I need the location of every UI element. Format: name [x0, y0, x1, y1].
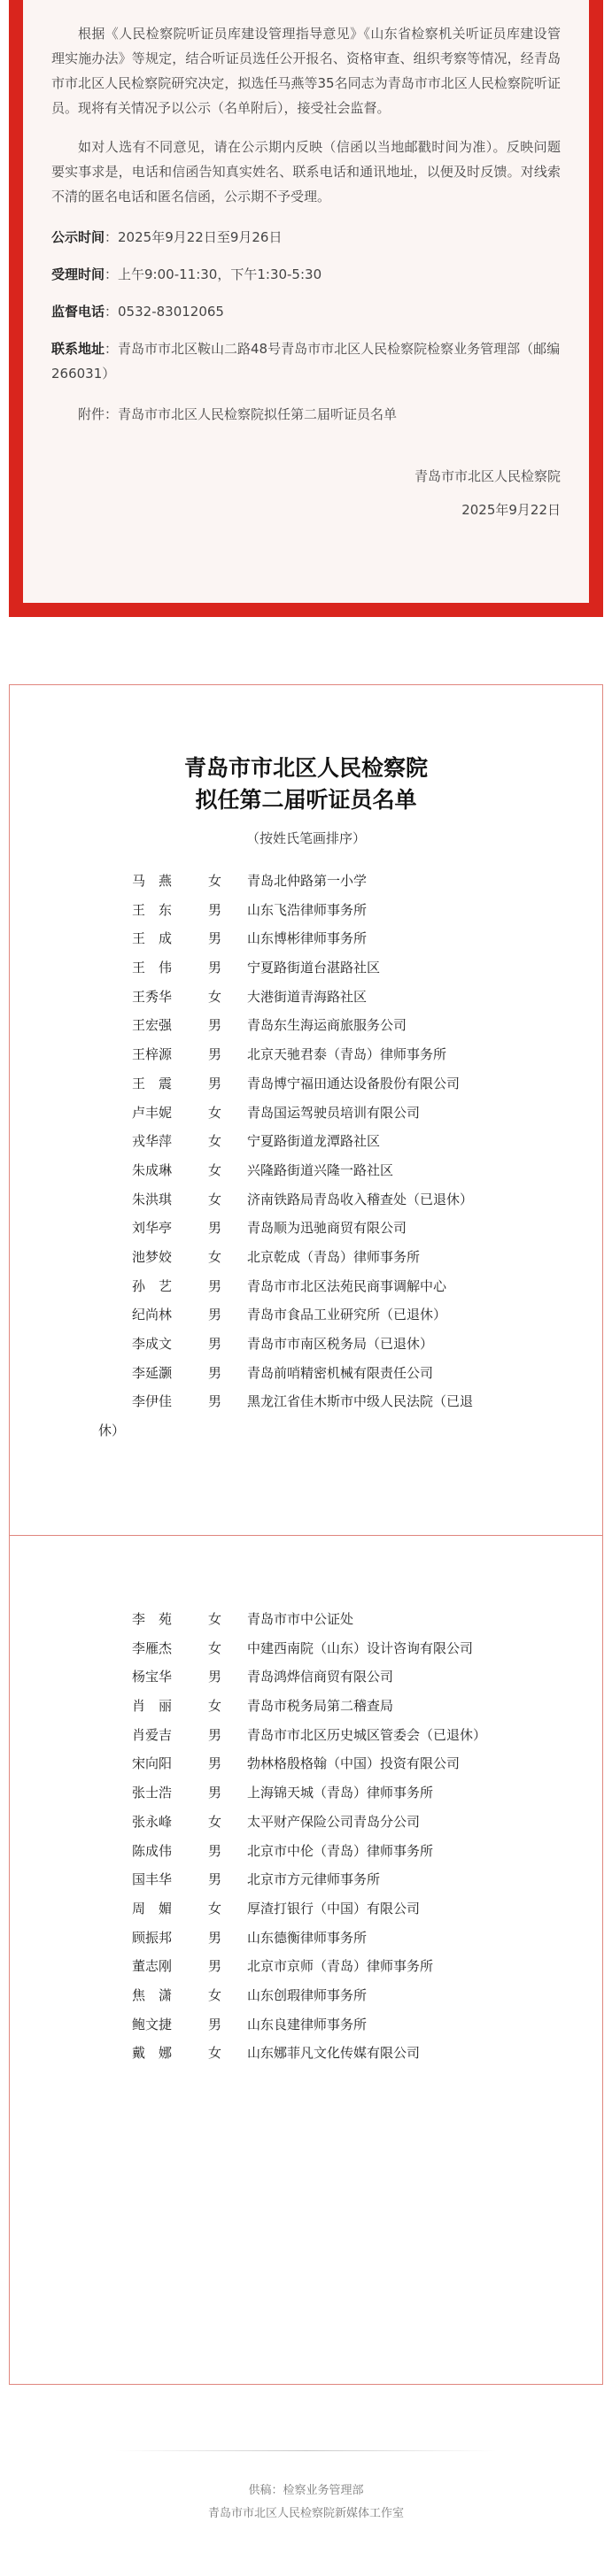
list-item	[10, 1214, 602, 1243]
name-list-1	[10, 867, 602, 1445]
list-item	[10, 1662, 602, 1692]
person-gender: 男	[208, 1393, 222, 1410]
person-name: 王 伟	[132, 960, 173, 976]
person-gender: 女	[208, 873, 222, 889]
person-gender: 男	[208, 1842, 222, 1859]
person-organization: 山东创瑕律师事务所	[247, 1986, 368, 2003]
person-organization: 青岛市市中公证处	[247, 1611, 354, 1627]
person-name: 戎华萍	[132, 1133, 173, 1150]
person-organization: 北京乾成（青岛）律师事务所	[247, 1248, 421, 1265]
person-organization: 青岛国运驾驶员培训有限公司	[247, 1104, 421, 1121]
supervision-phone-value: ：0532-83012065	[105, 304, 224, 320]
signature: 青岛市市北区人民检察院	[414, 468, 561, 484]
person-organization: 青岛北仲路第一小学	[247, 873, 368, 889]
list-item	[10, 1300, 602, 1330]
list-item	[10, 1721, 602, 1750]
person-organization: 山东博彬律师事务所	[247, 930, 368, 947]
supervision-phone-label: 监督电话	[51, 304, 105, 320]
person-organization: 青岛东生海运商旅服务公司	[247, 1017, 407, 1034]
person-organization: 勃林格殷格翰（中国）投资有限公司	[247, 1755, 461, 1772]
person-name: 杨宝华	[132, 1669, 173, 1685]
acceptance-hours-label: 受理时间	[51, 266, 105, 282]
contact-address	[51, 336, 561, 386]
person-organization: 青岛鸿烨信商贸有限公司	[247, 1669, 394, 1685]
person-gender: 女	[208, 2045, 222, 2062]
person-gender: 女	[208, 1191, 222, 1207]
list-item	[10, 1894, 602, 1924]
person-name: 李延灏	[132, 1364, 173, 1381]
person-name: 董志刚	[132, 1958, 173, 1975]
person-gender: 女	[208, 1161, 222, 1178]
person-name: 孙 艺	[132, 1277, 173, 1294]
person-name: 国丰华	[132, 1871, 173, 1888]
person-gender: 女	[208, 1639, 222, 1656]
person-gender: 男	[208, 1277, 222, 1294]
list-item	[10, 1924, 602, 1953]
list-title-line2: 拟任第二届听证员名单	[195, 787, 417, 813]
person-gender: 女	[208, 1248, 222, 1265]
list-item	[10, 1692, 602, 1721]
person-organization: 山东娜菲凡文化传媒有限公司	[247, 2045, 421, 2062]
person-organization: 青岛市食品工业研究所（已退休）	[247, 1307, 447, 1323]
person-gender: 男	[208, 901, 222, 918]
person-gender: 男	[208, 960, 222, 976]
person-name: 张士浩	[132, 1785, 173, 1801]
list-item	[10, 2039, 602, 2068]
person-organization: 北京市中伦（青岛）律师事务所	[247, 1842, 434, 1859]
person-name: 王秀华	[132, 988, 173, 1005]
person-name: 李伊佳	[132, 1393, 173, 1410]
person-name: 肖爱吉	[132, 1726, 173, 1743]
list-item	[10, 1778, 602, 1808]
footer-studio: 青岛市市北区人民检察院新媒体工作室	[207, 2507, 404, 2520]
person-organization: 中建西南院（山东）设计咨询有限公司	[247, 1639, 474, 1656]
person-name: 宋向阳	[132, 1755, 173, 1772]
person-organization: 济南铁路局青岛收入稽查处（已退休）	[247, 1191, 474, 1207]
list-item	[10, 1808, 602, 1837]
list-item	[10, 1359, 602, 1388]
list-item	[10, 1952, 602, 1981]
person-organization: 北京市方元律师事务所	[247, 1871, 381, 1888]
list-item	[10, 896, 602, 925]
footer-divider	[115, 2450, 497, 2451]
person-organization: 兴隆路街道兴隆一路社区	[247, 1161, 394, 1178]
list-item	[10, 1330, 602, 1359]
person-gender: 男	[208, 1958, 222, 1975]
list-item	[10, 1865, 602, 1894]
list-item	[10, 1243, 602, 1272]
person-gender: 男	[208, 930, 222, 947]
person-name: 李成文	[132, 1336, 173, 1352]
person-organization: 青岛市市南区税务局（已退休）	[247, 1336, 434, 1352]
person-organization: 青岛市市北区历史城区管委会（已退休）	[247, 1726, 487, 1743]
person-organization: 青岛市税务局第二稽查局	[247, 1698, 394, 1715]
list-item	[10, 1981, 602, 2010]
person-organization: 黑龙江省佳木斯市中级人民法院（已退	[247, 1393, 474, 1410]
person-organization: 宁夏路街道龙潭路社区	[247, 1133, 381, 1150]
list-item	[10, 867, 602, 896]
list-item	[10, 1185, 602, 1215]
person-name: 王 震	[132, 1075, 173, 1091]
person-name: 焦 潇	[132, 1986, 173, 2003]
person-organization: 山东飞浩律师事务所	[247, 901, 368, 918]
list-item	[10, 1634, 602, 1663]
person-organization: 青岛前哨精密机械有限责任公司	[247, 1364, 434, 1381]
attachment-note: 附件：青岛市市北区人民检察院拟任第二届听证员名单	[78, 406, 398, 422]
name-list-page-2	[9, 1535, 603, 2385]
person-name: 马 燕	[132, 873, 173, 889]
list-subtitle: （按姓氏笔画排序）	[245, 830, 366, 846]
person-organization: 北京天驰君泰（青岛）律师事务所	[247, 1046, 447, 1063]
person-gender: 男	[208, 1871, 222, 1888]
notice-date: 2025年9月22日	[461, 502, 561, 518]
person-name: 肖 丽	[132, 1698, 173, 1715]
person-gender: 女	[208, 1133, 222, 1150]
list-item	[10, 1011, 602, 1040]
person-gender: 男	[208, 1755, 222, 1772]
person-gender: 女	[208, 1611, 222, 1627]
list-item	[10, 1099, 602, 1128]
contact-address-label: 联系地址	[51, 341, 105, 357]
person-gender: 男	[208, 1726, 222, 1743]
publicity-period-label: 公示时间	[51, 229, 105, 245]
list-item	[10, 1156, 602, 1185]
person-gender: 女	[208, 1986, 222, 2003]
person-organization: 山东良建律师事务所	[247, 2016, 368, 2032]
person-organization: 大港街道青海路社区	[247, 988, 368, 1005]
footer-editor: 供稿：检察业务管理部	[248, 2484, 364, 2497]
list-item	[10, 1272, 602, 1301]
person-organization: 厚渣打银行（中国）有限公司	[247, 1900, 421, 1917]
list-item	[10, 1387, 602, 1445]
list-item	[10, 953, 602, 983]
person-name: 顾振邦	[132, 1929, 173, 1946]
person-name: 朱洪琪	[132, 1191, 173, 1207]
person-organization: 青岛博宁福田通达设备股份有限公司	[247, 1075, 461, 1091]
person-gender: 男	[208, 1929, 222, 1946]
person-gender: 男	[208, 1017, 222, 1034]
list-item	[10, 1837, 602, 1866]
person-name: 王 成	[132, 930, 173, 947]
person-name: 戴 娜	[132, 2045, 173, 2062]
person-name: 张永峰	[132, 1813, 173, 1830]
name-list-2	[10, 1605, 602, 2068]
notice-card	[9, 0, 603, 617]
person-organization: 太平财产保险公司青岛分公司	[247, 1813, 421, 1830]
list-item	[10, 1749, 602, 1778]
person-name: 卢丰妮	[132, 1104, 173, 1121]
person-name: 王梓源	[132, 1046, 173, 1063]
list-item	[10, 1069, 602, 1099]
person-gender: 男	[208, 1336, 222, 1352]
person-name: 陈成伟	[132, 1842, 173, 1859]
list-item	[10, 1605, 602, 1634]
person-gender: 男	[208, 1220, 222, 1237]
person-name: 刘华亭	[132, 1220, 173, 1237]
person-gender: 女	[208, 988, 222, 1005]
person-name: 朱成琳	[132, 1161, 173, 1178]
person-name: 王宏强	[132, 1017, 173, 1034]
supervision-phone	[51, 299, 561, 324]
publicity-period-value: ：2025年9月22日至9月26日	[105, 229, 283, 245]
person-gender: 男	[208, 1046, 222, 1063]
notice-paragraph-feedback: 如对人选有不同意见，请在公示期内反映（信函以当地邮戳时间为准）。反映问题要实事求是，电话和信函告知真实姓名、联系电话和通讯地址，以便及时反馈。对线索不清的匿名电话和匿名信函，公示期不予受理。	[51, 139, 561, 204]
acceptance-hours-value: ：上午9:00-11:30，下午1:30-5:30	[105, 266, 322, 282]
acceptance-hours	[51, 262, 561, 287]
person-name: 王 东	[132, 901, 173, 918]
list-item	[10, 983, 602, 1012]
person-name: 池梦姣	[132, 1248, 173, 1265]
person-organization: 山东德衡律师事务所	[247, 1929, 368, 1946]
person-gender: 男	[208, 1075, 222, 1091]
person-name: 纪尚林	[132, 1307, 173, 1323]
list-item	[10, 1040, 602, 1069]
list-item	[10, 1127, 602, 1156]
person-gender: 女	[208, 1813, 222, 1830]
notice-content	[23, 0, 589, 603]
list-item	[10, 2010, 602, 2040]
person-name: 鲍文捷	[132, 2016, 173, 2032]
person-organization: 宁夏路街道台湛路社区	[247, 960, 381, 976]
name-list-page-1	[9, 684, 603, 1536]
person-gender: 男	[208, 1785, 222, 1801]
person-organization: 北京市京师（青岛）律师事务所	[247, 1958, 434, 1975]
person-gender: 女	[208, 1698, 222, 1715]
person-gender: 男	[208, 1307, 222, 1323]
person-gender: 男	[208, 1669, 222, 1685]
person-organization-continued: 休）	[98, 1423, 126, 1439]
person-name: 李雁杰	[132, 1639, 173, 1656]
person-gender: 男	[208, 1364, 222, 1381]
publicity-period	[51, 225, 561, 250]
person-name: 李 苑	[132, 1611, 173, 1627]
person-organization: 青岛市市北区法苑民商事调解中心	[247, 1277, 447, 1294]
list-title-line1: 青岛市市北区人民检察院	[183, 755, 428, 781]
person-name: 周 媚	[132, 1900, 173, 1917]
contact-address-value: ：青岛市市北区鞍山二路48号青岛市市北区人民检察院检察业务管理部（邮编266031）	[51, 341, 561, 382]
notice-paragraph-basis: 根据《人民检察院听证员库建设管理指导意见》《山东省检察机关听证员库建设管理实施办法》等规定，结合听证员选任公开报名、资格审查、组织考察等情况，经青岛市市北区人民检察院研究决定，拟选任马燕等35名同志为青岛市市北区人民检察院听证员。现将有关情况予以公示（名单附后），接受社会监督。	[51, 26, 561, 116]
person-gender: 女	[208, 1900, 222, 1917]
person-gender: 女	[208, 1104, 222, 1121]
person-organization: 青岛顺为迅驰商贸有限公司	[247, 1220, 407, 1237]
person-gender: 男	[208, 2016, 222, 2032]
person-organization: 上海锦天城（青岛）律师事务所	[247, 1785, 434, 1801]
list-item	[10, 924, 602, 953]
